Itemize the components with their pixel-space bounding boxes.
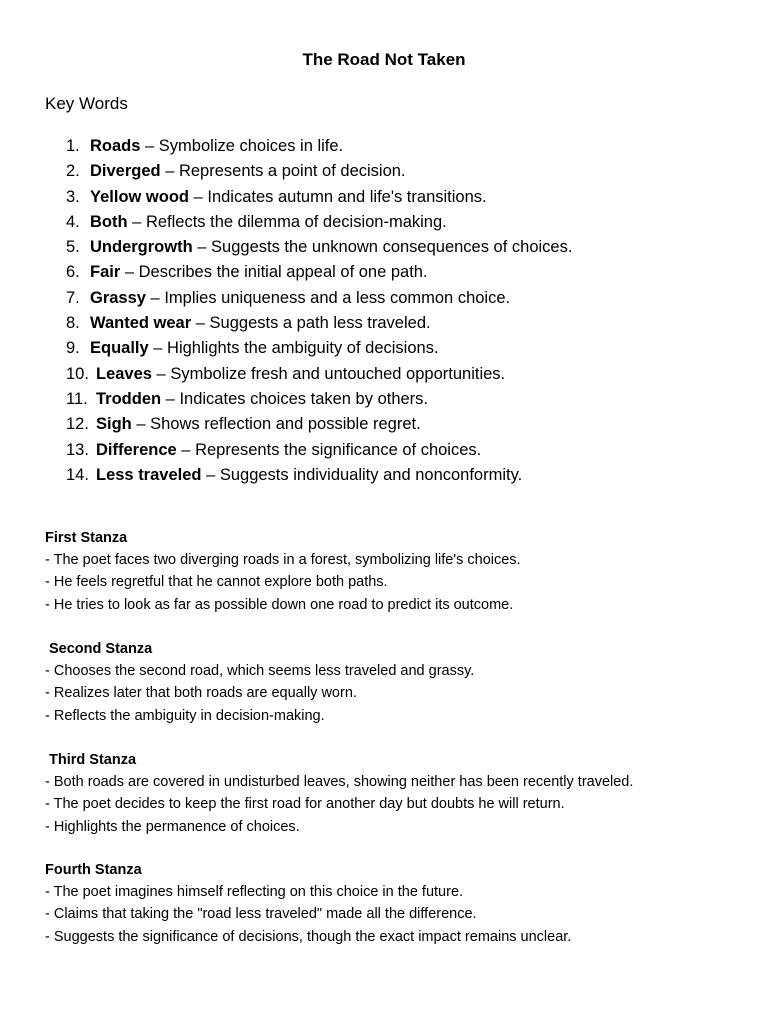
key-word-description: Reflects the dilemma of decision-making.: [145, 212, 447, 231]
stanza-section-fourth: [45, 859, 571, 948]
key-word-description: Describes the initial appeal of one path.: [138, 263, 428, 282]
key-word-term: Difference: [96, 440, 177, 459]
list-number: 1.: [66, 137, 80, 155]
list-number: 13.: [66, 440, 89, 459]
stanza-bullet: - He feels regretful that he cannot explore both paths.: [45, 574, 388, 591]
list-number: 12.: [66, 415, 89, 434]
key-word-description: Symbolize choices in life.: [158, 137, 344, 155]
document-title: The Road Not Taken: [302, 50, 466, 69]
key-word-item: 4. Both – Reflects the dilemma of decision-making.: [66, 211, 572, 236]
key-word-description: Represents a point of decision.: [178, 162, 406, 181]
key-word-description: Symbolize fresh and untouched opportunities.: [170, 364, 506, 383]
stanza-bullet: - Highlights the permanence of choices.: [45, 818, 300, 835]
stanza-bullet: - The poet imagines himself reflecting on this choice in the future.: [45, 884, 464, 900]
key-word-description: Shows reflection and possible regret.: [150, 415, 421, 434]
stanza-bullet: - Suggests the significance of decisions, though the exact impact remains unclear.: [45, 928, 572, 945]
key-word-item: 12. Sigh – Shows reflection and possible regret.: [66, 413, 572, 438]
stanza-heading: Second Stanza: [49, 641, 153, 657]
list-number: 11.: [66, 389, 88, 408]
stanza-bullet: - Chooses the second road, which seems less traveled and grassy.: [45, 663, 475, 679]
key-word-term: Roads: [90, 137, 141, 155]
key-word-term: Leaves: [96, 364, 152, 383]
key-word-term: Less traveled: [96, 465, 202, 484]
key-word-item: 14. Less traveled – Suggests individuality and nonconformity.: [66, 464, 572, 489]
key-word-term: Equally: [90, 339, 149, 358]
key-word-item: 7. Grassy – Implies uniqueness and a less common choice.: [66, 287, 572, 312]
list-number: 14.: [66, 465, 89, 484]
key-word-description: Suggests individuality and nonconformity.: [219, 465, 523, 484]
stanza-bullet: - Reflects the ambiguity in decision-making.: [45, 707, 325, 724]
key-word-term: Wanted wear: [90, 314, 192, 333]
stanza-bullet: - Realizes later that both roads are equally worn.: [45, 685, 357, 702]
list-number: 2.: [66, 162, 80, 181]
key-word-term: Trodden: [96, 389, 162, 408]
stanza-bullet: - The poet faces two diverging roads in a forest, symbolizing life's choices.: [45, 552, 521, 568]
key-word-description: Indicates autumn and life's transitions.: [207, 187, 487, 206]
key-word-term: Both: [90, 212, 128, 231]
stanza-bullet: - Both roads are covered in undisturbed leaves, showing neither has been recently traveled.: [45, 774, 634, 790]
key-word-description: Highlights the ambiguity of decisions.: [167, 339, 439, 358]
list-number: 3.: [66, 187, 80, 206]
key-word-item: 8. Wanted wear – Suggests a path less traveled.: [66, 312, 572, 337]
stanza-heading: Fourth Stanza: [45, 862, 142, 878]
list-number: 4.: [66, 212, 80, 231]
key-word-item: 6. Fair – Describes the initial appeal of one path.: [66, 261, 572, 286]
key-words-list: [66, 135, 572, 489]
key-word-description: Implies uniqueness and a less common choice.: [164, 288, 511, 307]
key-word-description: Suggests the unknown consequences of choices.: [211, 238, 573, 257]
stanza-heading: First Stanza: [45, 530, 128, 546]
key-word-item: 1. Roads – Symbolize choices in life.: [66, 135, 572, 160]
key-word-item: 10. Leaves – Symbolize fresh and untouched opportunities.: [66, 363, 572, 388]
key-word-term: Diverged: [90, 162, 161, 181]
key-word-term: Undergrowth: [90, 238, 193, 257]
key-word-term: Grassy: [90, 288, 146, 307]
key-word-item: 13. Difference – Represents the significance of choices.: [66, 439, 572, 464]
key-word-item: 11. Trodden – Indicates choices taken by others.: [66, 388, 572, 413]
key-word-description: Suggests a path less traveled.: [209, 314, 431, 333]
key-word-term: Sigh: [96, 415, 132, 434]
key-word-item: 5. Undergrowth – Suggests the unknown consequences of choices.: [66, 236, 572, 261]
stanza-bullet: - He tries to look as far as possible down one road to predict its outcome.: [45, 596, 514, 613]
list-number: 5.: [66, 238, 80, 257]
list-number: 9.: [66, 339, 80, 358]
list-number: 6.: [66, 263, 80, 282]
key-word-description: Represents the significance of choices.: [195, 440, 482, 459]
key-word-item: 2. Diverged – Represents a point of decision.: [66, 160, 572, 185]
key-word-term: Yellow wood: [90, 187, 190, 206]
key-word-item: 3. Yellow wood – Indicates autumn and life's transitions.: [66, 186, 572, 211]
stanza-bullet: - Claims that taking the "road less traveled" made all the difference.: [45, 906, 477, 923]
stanza-section-third: [45, 749, 633, 838]
list-number: 7.: [66, 288, 80, 307]
key-word-description: Indicates choices taken by others.: [179, 389, 429, 408]
key-word-term: Fair: [90, 263, 121, 282]
stanza-section-second: [45, 638, 474, 727]
list-number: 8.: [66, 314, 80, 333]
stanza-section-first: [45, 527, 521, 616]
stanza-heading: Third Stanza: [49, 752, 137, 768]
stanza-bullet: - The poet decides to keep the first road for another day but doubts he will return.: [45, 796, 565, 813]
list-number: 10.: [66, 364, 89, 383]
key-words-heading: Key Words: [45, 94, 128, 113]
key-word-item: 9. Equally – Highlights the ambiguity of decisions.: [66, 337, 572, 362]
